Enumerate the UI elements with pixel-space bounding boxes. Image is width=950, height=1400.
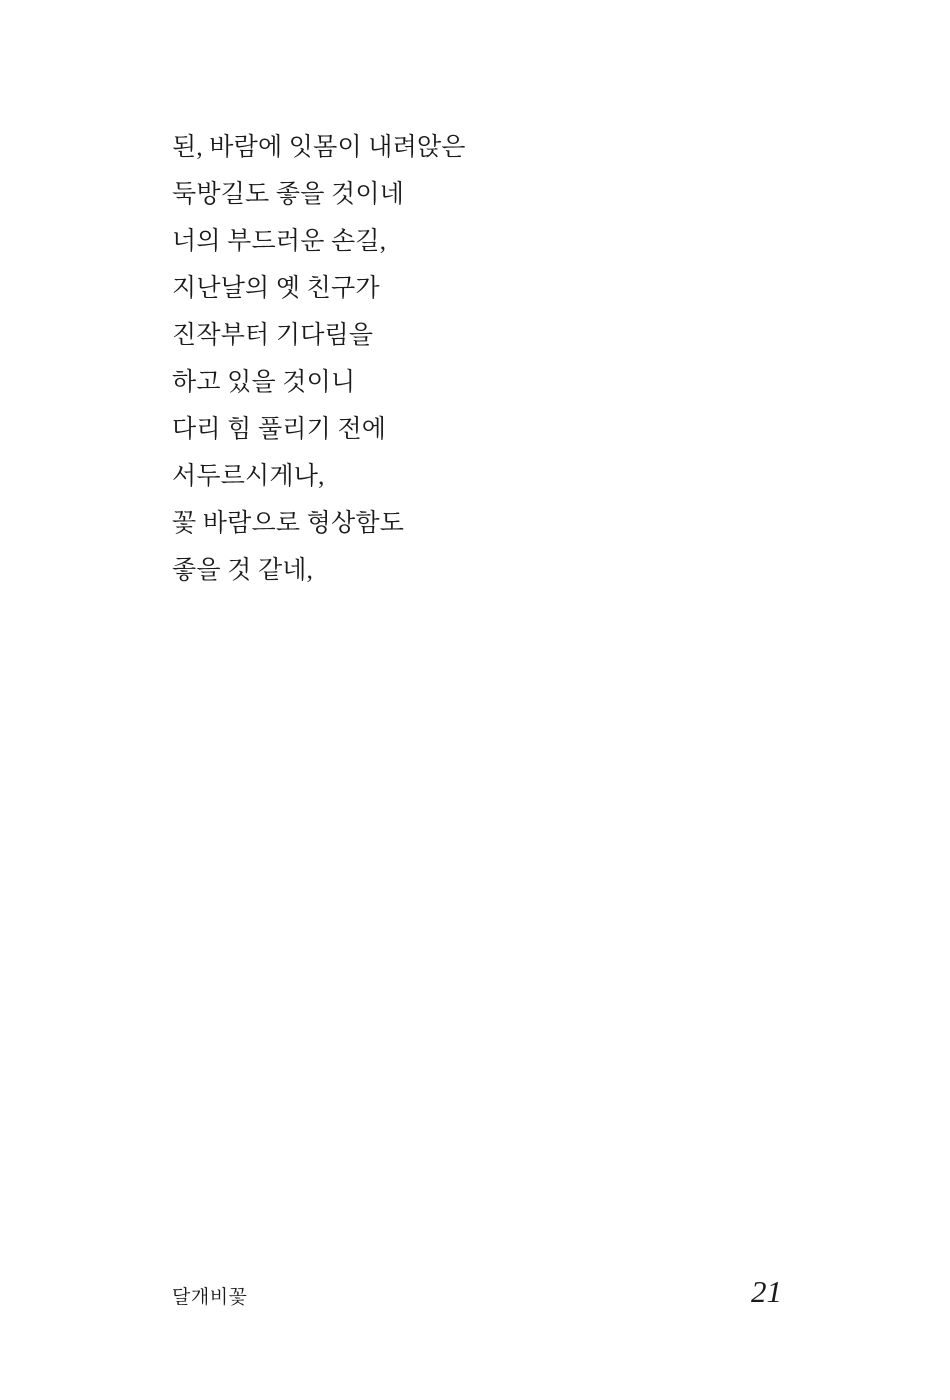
poem-line: 다리 힘 풀리기 전에: [172, 416, 387, 443]
poem-body: [172, 124, 792, 594]
poem-line: 지난날의 옛 친구가: [172, 275, 380, 302]
poem-line: 꽃 바람으로 형상함도: [172, 510, 405, 537]
poem-line: 서두르시게나,: [172, 463, 325, 490]
page-number: 21: [751, 1274, 782, 1309]
page-footer: [0, 1274, 950, 1322]
book-title: 달개비꽃: [172, 1287, 248, 1308]
poem-line: 진작부터 기다림을: [172, 322, 374, 349]
poem-line: 좋을 것 같네,: [172, 557, 314, 584]
poem-line: 하고 있을 것이니: [172, 369, 356, 396]
poem-line: 된, 바람에 잇몸이 내려앉은: [172, 134, 466, 161]
poem-line: 너의 부드러운 손길,: [172, 228, 387, 255]
poem-line: 둑방길도 좋을 것이네: [172, 181, 405, 208]
